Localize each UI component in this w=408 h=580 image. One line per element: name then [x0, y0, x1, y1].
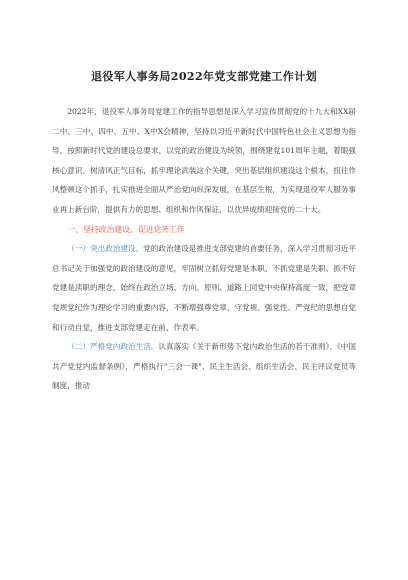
intro-paragraph: 2022年，退役军人事务局党建工作的指导思想是深入学习宣传贯彻党的十九大和XX届二中、三中、四中、五中、X中X会精神，坚持以习近平新时代中国特色社会主义思想为指导，按照新时代党的建设总要求，以党的政治建设为统领，围绕建党101周年主题，着眼强核心意识、树清风正气目标，抓牢理论武装这个关键，突出基层组织建设这个根本，扭住作风整顿这个抓手，扎实推进全面从严治党向纵深发展，在基层生根，为实现退役军人服务事业再上新台阶，提供有力的思想、组织和作风保证，以优异成绩迎接党的二十大。 [52, 107, 356, 214]
subsection-1-paragraph [52, 239, 356, 337]
subsection-2-heading: （二）严格党内政治生活。 [67, 342, 159, 352]
subsection-2-text: 认真落实《关于新形势下党内政治生活的若干准则》、《中国共产党党内监督条例》，严格执行"三会一课"、民主生活会、组织生活会、民主评议党员等制度，推动 [52, 342, 356, 391]
section-heading: 一、坚持政治建设，促进党务工作 [67, 224, 185, 234]
subsection-1-text: 党的政治建设是推进支部党建的首要任务，深入学习贯彻习近平总书记关于加强党的政治建设的意见，牢固树立抓好党建是本职、不抓党建是失职、抓不好党建是渎职的理念，始终在政治立场、方向、原则、道路上同党中央保持高度一致，把党章党规党纪作为理论学习的重要内容，不断增强尊党章、守党规、强党性、严党纪的思想自觉和行动自觉，推进支部党建走在前、作表率。 [52, 244, 357, 332]
document-title: 退役军人事务局2022年党支部党建工作计划 [90, 70, 317, 83]
subsection-1-heading: （一）突出政治建设。 [67, 244, 144, 254]
subsection-2-paragraph [52, 337, 356, 396]
